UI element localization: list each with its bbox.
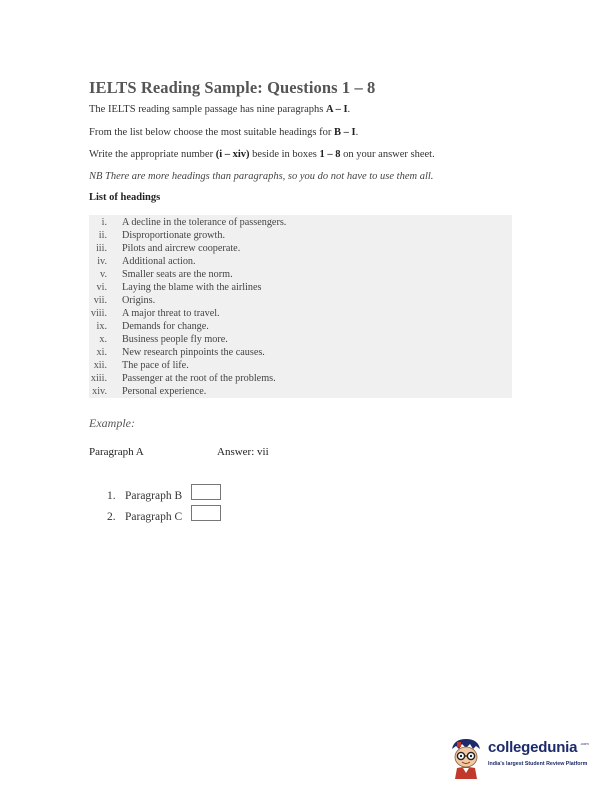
intro-line-2: From the list below choose the most suitable headings for B – I. [89, 127, 359, 138]
logo-domain: .com [580, 741, 589, 746]
question-1: 1. Paragraph B [107, 490, 183, 502]
example-answer: Answer: vii [217, 446, 269, 458]
collegedunia-logo [448, 737, 598, 779]
logo-wordmark: collegedunia [488, 739, 578, 756]
intro-line-1: The IELTS reading sample passage has nine paragraphs A – I. [89, 104, 351, 115]
logo-tagline: India's largest Student Review Platform [488, 761, 588, 767]
example-label: Example: [89, 416, 135, 430]
mascot-icon [448, 737, 484, 779]
headings-list: i. A decline in the tolerance of passengers. ii. Disproportionate growth. iii. Pilots and aircrew cooperate. iv. Additional action. v. Smaller seats are the norm. vi. Laying the blame with the airlines vii. Origins. viii. A major threat to travel. ix. Demands for change. x. Business people fly more. xi. New research pinpoints the causes. xii. The pace of life. xiii. Passenger at the root of the problems. xiv. Personal experience. [89, 215, 512, 398]
nb-note: NB There are more headings than paragraphs, so you do not have to use them all. [89, 171, 434, 182]
answer-box-1[interactable] [191, 484, 221, 500]
page-title: IELTS Reading Sample: Questions 1 – 8 [89, 78, 376, 97]
list-of-headings-title: List of headings [89, 192, 161, 203]
answer-box-2[interactable] [191, 505, 221, 521]
question-2: 2. Paragraph C [107, 511, 183, 523]
intro-line-3: Write the appropriate number (i – xiv) beside in boxes 1 – 8 on your answer sheet. [89, 149, 435, 160]
example-paragraph: Paragraph A [89, 446, 144, 458]
